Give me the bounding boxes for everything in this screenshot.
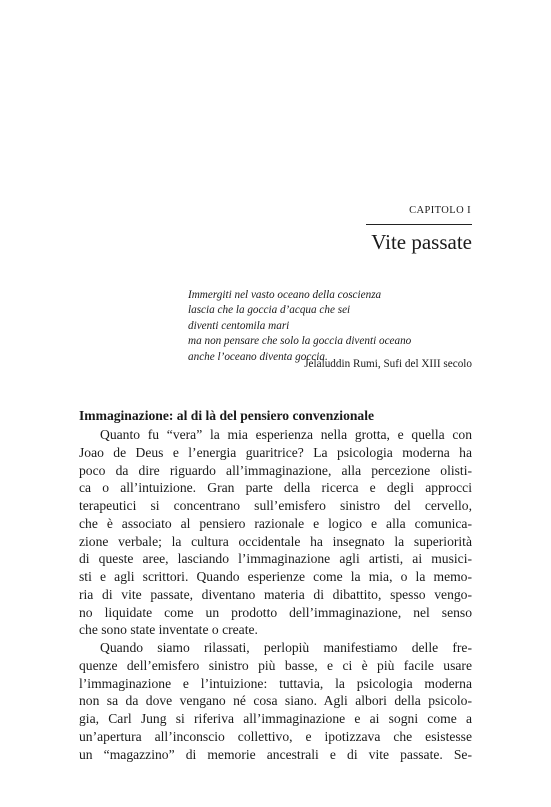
chapter-rule xyxy=(366,224,472,225)
text-line: sti e agli scrittori. Quando esperienze come la mia, o la memo- xyxy=(79,569,472,584)
epigraph-line: Immergiti nel vasto oceano della coscienza xyxy=(188,289,382,301)
text-line: Joao de Deus e l’energia guaritrice? La psicologia moderna ha xyxy=(79,444,472,460)
text-line: non sa da dove vengano né cosa siano. Agli albori della psicolo- xyxy=(79,693,472,709)
text-line: che è associato al pensiero razionale e logico e alla comunica- xyxy=(79,515,472,531)
text-line: l’immaginazione e l’intuizione: tuttavia, la psicologia moderna xyxy=(79,675,472,691)
chapter-label: CAPITOLO I xyxy=(409,205,471,216)
epigraph xyxy=(188,288,472,365)
text-line: che sono state inventate o create. xyxy=(79,622,258,638)
body-text xyxy=(79,426,472,763)
text-line: Quando siamo rilassati, perlopiù manifestiamo delle fre- xyxy=(100,640,472,655)
text-line: poco da dire riguardo all’immaginazione, alla percezione olisti- xyxy=(79,462,472,478)
text-line: zione verbale; la cultura occidentale ha insegnato la superiorità xyxy=(79,533,472,549)
text-line: terapeutici si concentrano sull’emisfero sinistro del cervello, xyxy=(79,498,472,513)
text-line: ca o all’intuizione. Gran parte della ricerca e degli approcci xyxy=(79,480,472,496)
text-line: ria di vite passate, diventano materia di dibattito, spesso vengo- xyxy=(79,586,472,602)
text-line: un’apertura all’inconscio collettivo, e ipotizzava che esistesse xyxy=(79,728,472,744)
epigraph-line: diventi centomila mari xyxy=(188,319,290,332)
epigraph-line: ma non pensare che solo la goccia diventi oceano xyxy=(188,335,412,348)
chapter-title: Vite passate xyxy=(371,230,472,254)
text-line: un “magazzino” di memorie ancestrali e di vite passate. Se- xyxy=(79,746,472,762)
text-line: di queste aree, lasciando l’immaginazione agli artisti, ai musici- xyxy=(79,551,472,567)
epigraph-line: lascia che la goccia d’acqua che sei xyxy=(188,304,351,317)
text-line: quenze dell’emisfero sinistro più basse, e ci è più facile usare xyxy=(79,657,472,673)
epigraph-line: anche l’oceano diventa goccia. xyxy=(188,350,328,363)
text-line: gia, Carl Jung si riferiva all’immaginazione e ai sogni come a xyxy=(79,711,472,726)
section-heading: Immaginazione: al di là del pensiero convenzionale xyxy=(79,408,375,423)
epigraph-attribution: Jelaluddin Rumi, Sufi del XIII secolo xyxy=(304,358,472,370)
text-line: no liquidate come un prodotto dell’immaginazione, nel senso xyxy=(79,604,472,620)
text-line: Quanto fu “vera” la mia esperienza nella grotta, e quella con xyxy=(100,427,472,442)
